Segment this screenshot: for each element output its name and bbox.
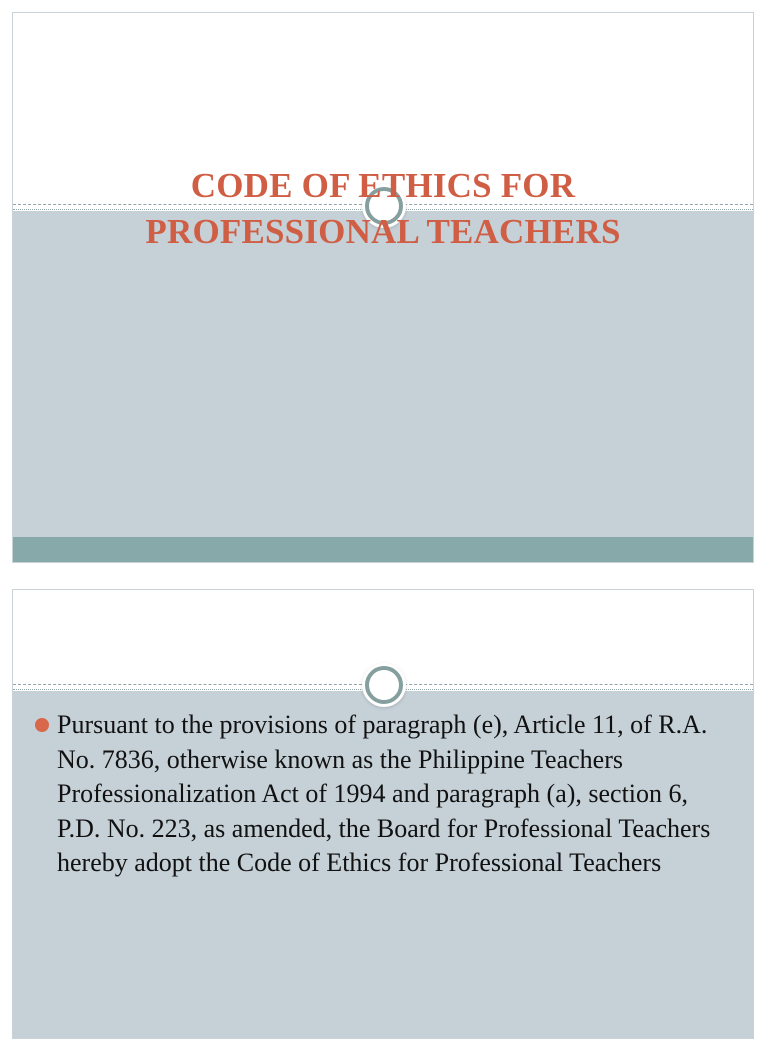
title-slide [12,12,754,563]
slide-body-band [13,211,753,537]
title-line-1: CODE OF ETHICS FOR [190,166,576,205]
bullet-icon [35,718,49,732]
content-slide [12,589,754,1039]
bullet-text: Pursuant to the provisions of paragraph (e), Article 11, of R.A. No. 7836, otherwise known as the Philippine Teachers Professionalization Act of 1994 and paragraph (a), section 6, P.D. No. 223, as amended, the Board for Professional Teachers hereby adopt the Code of Ethics for Professional Teachers [57,710,711,877]
title-line-2: PROFESSIONAL TEACHERS [145,212,621,251]
bullet-item [35,708,725,881]
slide-footer-band [13,537,753,563]
slide-title [13,163,753,255]
ring-icon [365,666,403,704]
